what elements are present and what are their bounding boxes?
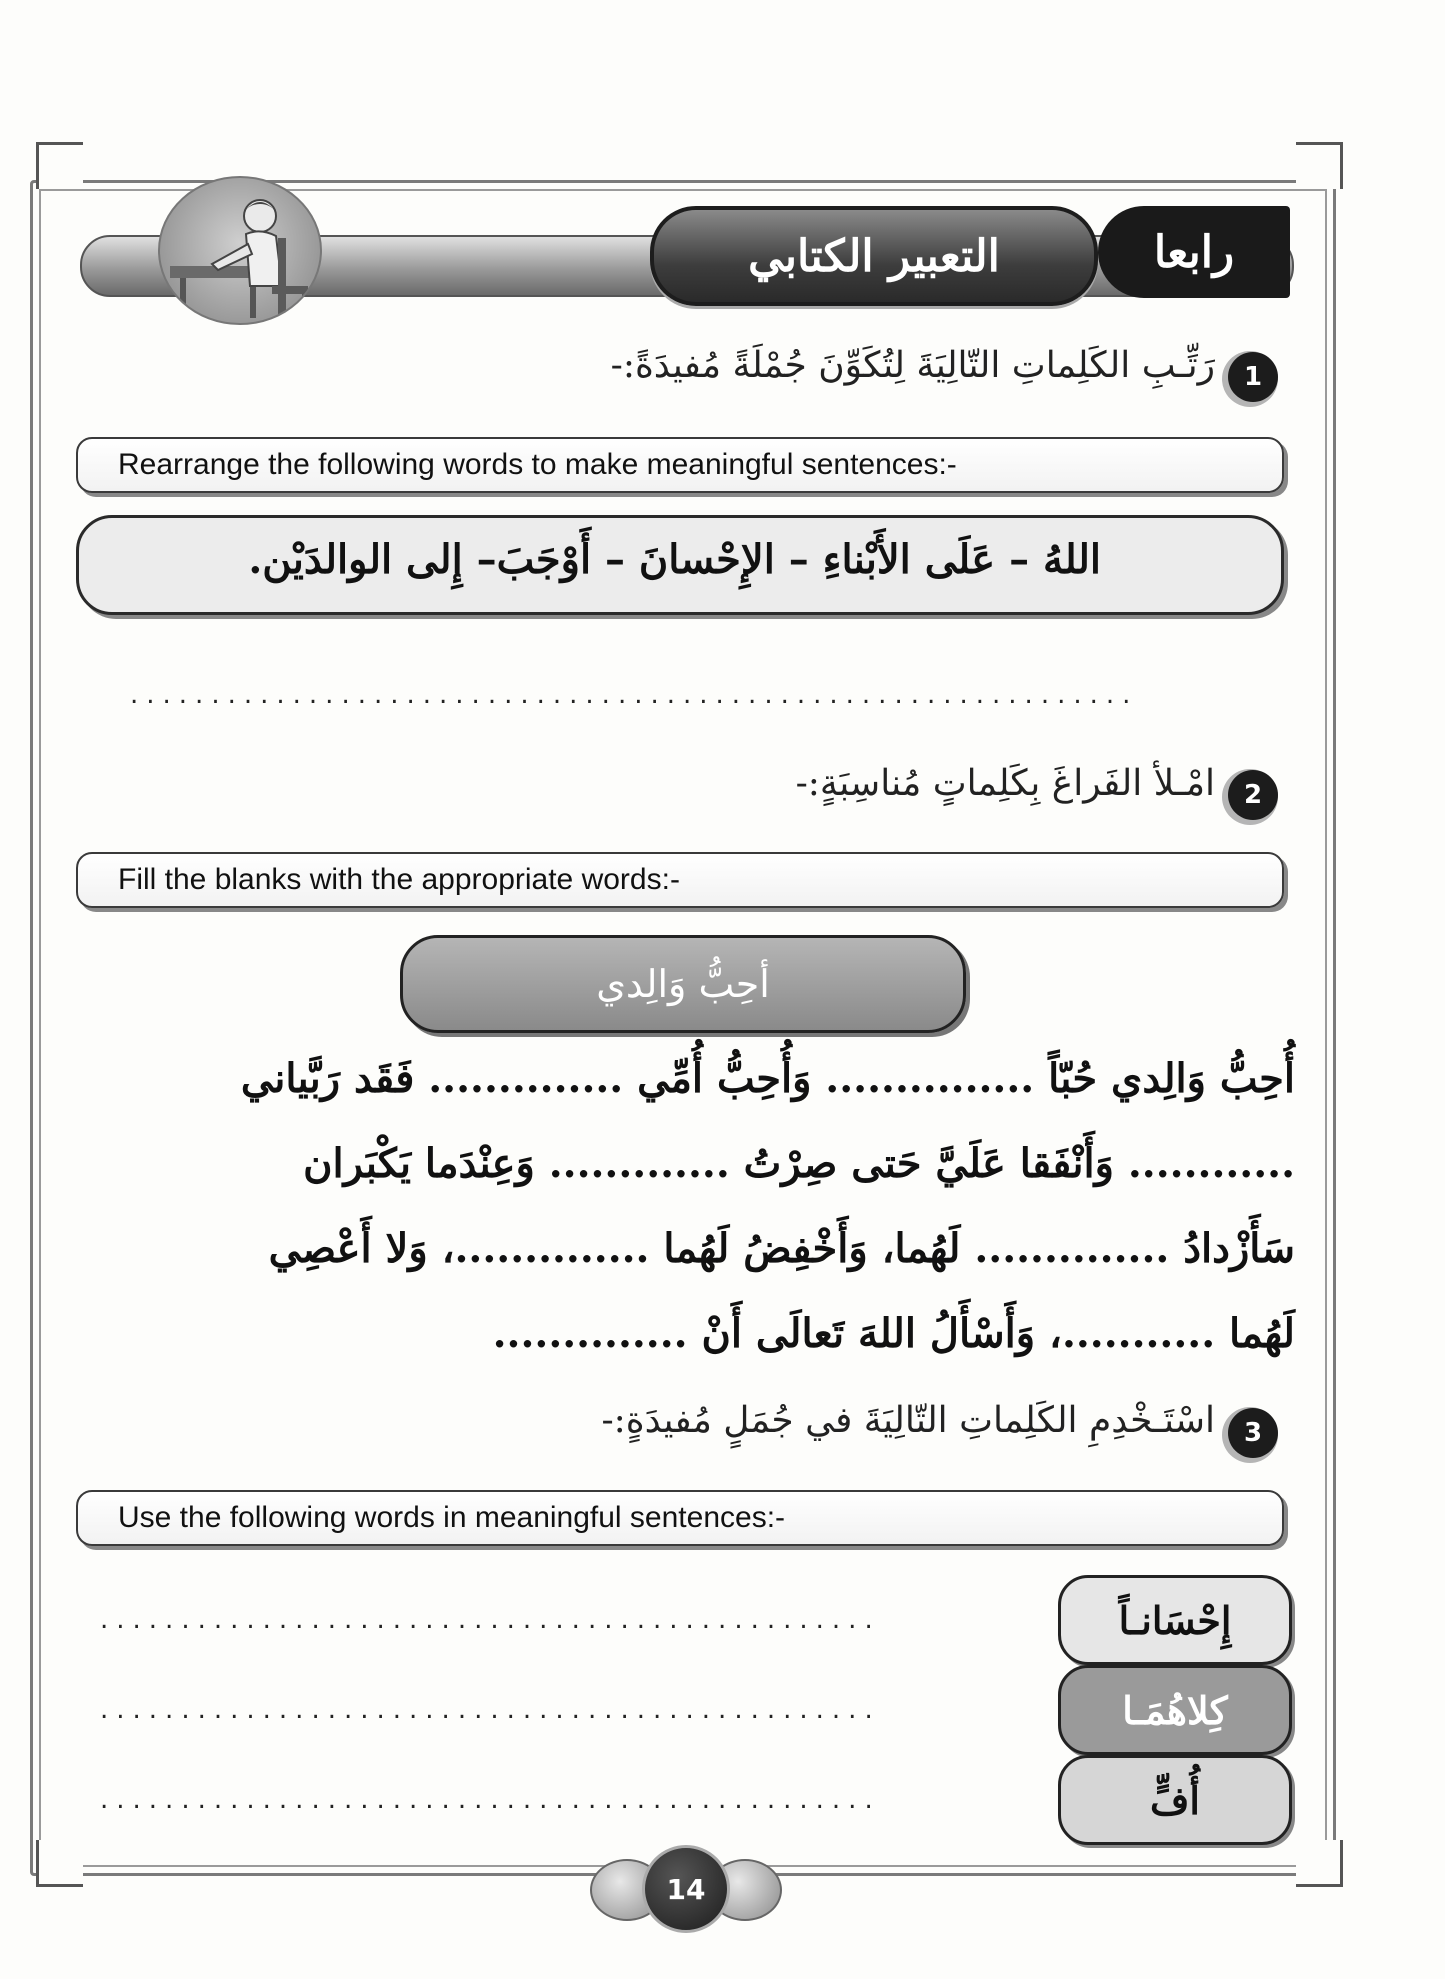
q2-instruction-arabic: امْـلأ الفَراغَ بِكَلِماتٍ مُناسِبَةٍ:- [795, 763, 1215, 804]
q1-instruction-english: Rearrange the following words to make meaningful sentences:- [76, 437, 1284, 493]
fill-blank-line: لَهُما ...........، وَأَسْأَلُ اللهَ تَعالَى أَنْ .............. [492, 1310, 1295, 1357]
q3-instruction-english: Use the following words in meaningful sentences:- [76, 1490, 1284, 1546]
answer-line[interactable]: .............................................................. [130, 680, 1139, 710]
q3-word-pill: إِحْسَانـاً [1058, 1575, 1292, 1665]
section-tag: رابعا [1098, 206, 1290, 298]
question-number-badge: 2 [1228, 770, 1278, 820]
question-number-badge: 1 [1228, 352, 1278, 402]
frame-corner-ornament [36, 142, 83, 189]
fill-blank-line: ............ وَأَنْفَقا عَلَيَّ حَتى صِرْتُ ............. وَعِنْدَما يَكْبَران [303, 1140, 1295, 1187]
q3-word-pill: أُفٍّ [1058, 1755, 1292, 1845]
q1-words: اللهُ – عَلَى الأَبْناءِ – الإِحْسانَ – أَوْجَبَ– إِلى الوالدَيْن. [248, 536, 1101, 583]
fill-blank-line: سَأَزْدادُ .............. لَهُما، وَأَخْفِضُ لَهُما ..............، وَلا أَعْصِي [268, 1225, 1295, 1272]
q1-instruction-arabic: رَتِّـبِ الكَلِماتِ التّالِيَةَ لِتُكَوِّنَ جُمْلَةً مُفيدَةً:- [610, 345, 1215, 386]
question-number-badge: 3 [1228, 1408, 1278, 1458]
section-title: التعبير الكتابي [650, 206, 1098, 306]
fill-blank-line: أُحِبُّ وَالِدي حُبّاً ............... وَأُحِبُّ أُمِّي .............. فَقَد رَبَّياني [240, 1055, 1295, 1102]
frame-corner-ornament [36, 1840, 83, 1887]
answer-line[interactable]: ................................................ [100, 1605, 881, 1635]
student-writing-illustration [158, 176, 322, 325]
q3-word-pill: كِلاهُمَـا [1058, 1665, 1292, 1755]
q3-instruction-arabic: اسْتَـخْدِمِ الكَلِماتِ التّالِيَةَ في جُمَلٍ مُفيدَةٍ:- [601, 1400, 1215, 1441]
q1-words-box [76, 515, 1284, 615]
q2-instruction-english: Fill the blanks with the appropriate words:- [76, 852, 1284, 908]
answer-line[interactable]: ................................................ [100, 1785, 881, 1815]
frame-corner-ornament [1296, 142, 1343, 189]
page-number: 14 [642, 1845, 730, 1933]
page-number-ornament [590, 1845, 780, 1925]
poem-title: أحِبُّ وَالِدي [400, 935, 966, 1033]
answer-line[interactable]: ................................................ [100, 1695, 881, 1725]
frame-corner-ornament [1296, 1840, 1343, 1887]
